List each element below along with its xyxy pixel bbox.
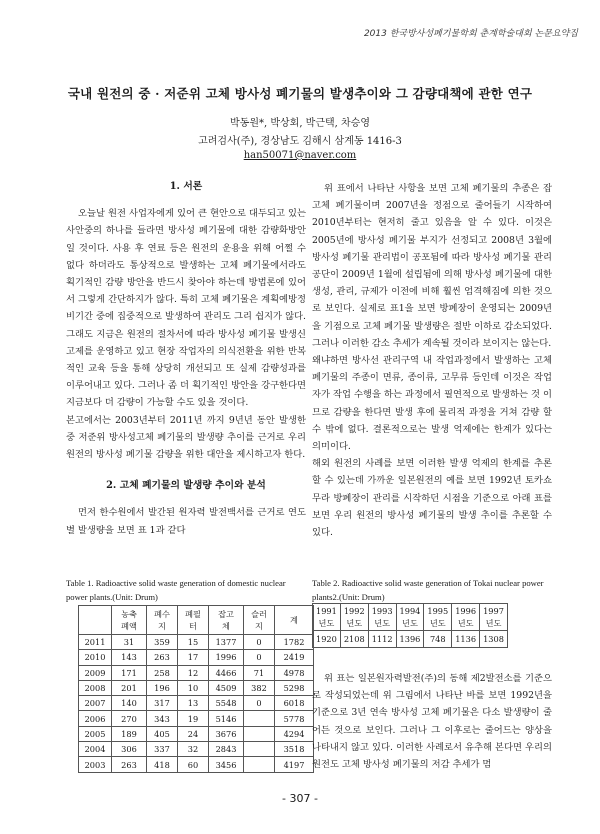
table1-cell: 10 bbox=[178, 680, 209, 695]
table1-cell: 5778 bbox=[275, 711, 314, 726]
table1-header-cell: 계 bbox=[275, 606, 314, 635]
table1-cell: 17 bbox=[178, 650, 209, 665]
table2-year-cell: 1991 년도 bbox=[313, 604, 341, 631]
table1-cell: 2010 bbox=[79, 650, 112, 665]
table1-header-cell: 폐필 터 bbox=[178, 606, 209, 635]
email-link[interactable]: han50071@naver.com bbox=[243, 150, 357, 161]
running-head: 2013 한국방사성폐기물학회 춘계학술대회 논문요약집 bbox=[363, 29, 578, 39]
table1-header-row bbox=[79, 606, 314, 635]
table1-cell: 4466 bbox=[209, 665, 244, 680]
table1-cell: 2419 bbox=[275, 650, 314, 665]
table2-value-cell: 1112 bbox=[368, 631, 396, 648]
table1-header-cell: 슬러 지 bbox=[244, 606, 275, 635]
table1-cell: 13 bbox=[178, 696, 209, 711]
table1-cell: 3456 bbox=[209, 757, 244, 772]
table1-cell: 1996 bbox=[209, 650, 244, 665]
table1-cell: 5146 bbox=[209, 711, 244, 726]
table1-cell: 4978 bbox=[275, 665, 314, 680]
right-paragraph-1: 위 표에서 나타난 사항을 보면 고체 폐기물의 추종은 잡 고체 폐기물이며 2007년을 정점으로 줄어들기 시작하여 2010년부터는 현저히 줄고 있음을 알 수 있다. 이것은 2005년에 방사성 폐기물 부지가 선정되고 2008년 3월에 방사성 폐기물 관리법이 공포됨에 따라 방사성 폐기물 관리공단이 2009년 1월에 설립됨에 의해 방사성 폐기물에 대한 생성, 관리, 규제가 이전에 비해 훨씬 엄격해짐에 의한 것으로 보인다. 실제로 표1을 보면 방폐장이 운영되는 2009년을 기점으로 고체 폐기물 발생량은 절반 이하로 감소되었다. 그러나 이러한 감소 추세가 계속될 것이라 보이지는 않는다. bbox=[312, 183, 552, 349]
intro-paragraph-2: 본고에서는 2003년부터 2011년 까지 9년년 동안 발생한 중 저준위 방사성고체 폐기물의 발생량 추이를 근거로 우리 원전의 방사성 폐기물 감량을 위한 대안을 제시하고자 한다. bbox=[66, 414, 306, 461]
table1-cell: 263 bbox=[112, 757, 147, 772]
table2-year-cell: 1992 년도 bbox=[340, 604, 368, 631]
table1-cell: 2843 bbox=[209, 742, 244, 757]
table1-cell: 15 bbox=[178, 635, 209, 650]
table1-cell: 4197 bbox=[275, 757, 314, 772]
table1-cell: 31 bbox=[112, 635, 147, 650]
intro-paragraph-1: 오늘날 원전 사업자에게 있어 큰 현안으로 대두되고 있는 사안중의 하나를 들라면 방사성 폐기물에 대한 감량화방안 일 것이다. 사용 후 연료 등은 원전의 운용을 위해 어쩔 수 없다 하더라도 통상적으로 발생하는 고체 폐기물에서라도 획기적인 감량 방안을 반드시 찾아야 하는데 방법론에 있어서 그렇게 간단하지가 않다. 특히 고체 폐기물은 계획예방정비기간 중에 집중적으로 발생하여 관리도 그리 쉽지가 않다. 그래도 지금은 원전의 절차서에 따라 방사성 폐기물 발생신고제를 운영하고 있고 현장 작업자의 의식전환을 위한 반복적인 교육 등을 통해 상당히 개선되고 또 실제 감량성과를 이루어내고 있다. 그러나 좀 더 획기적인 방안을 강구한다면 지금보다 더 감량이 가능할 수도 있을 것이다. bbox=[66, 208, 306, 409]
table2-year-cell: 1993 년도 bbox=[368, 604, 396, 631]
table2-value-cell: 1396 bbox=[396, 631, 424, 648]
trend-heading: 2. 고체 폐기물의 발생량 추이와 분석 bbox=[106, 480, 266, 492]
left-column bbox=[66, 178, 306, 539]
table1-cell: 201 bbox=[112, 680, 147, 695]
table2-year-cell: 1995 년도 bbox=[424, 604, 452, 631]
table1-cell: 343 bbox=[147, 711, 178, 726]
table1-cell: 4294 bbox=[275, 726, 314, 741]
table1-cell: 2011 bbox=[79, 635, 112, 650]
table2-value-cell: 1308 bbox=[480, 631, 508, 648]
table1-header-cell: 농축 폐액 bbox=[112, 606, 147, 635]
table1-cell: 2004 bbox=[79, 742, 112, 757]
table1-row bbox=[79, 726, 314, 741]
table1-cell: 2009 bbox=[79, 665, 112, 680]
table1-header-cell: 폐수 지 bbox=[147, 606, 178, 635]
table1-row bbox=[79, 650, 314, 665]
table1-cell: 317 bbox=[147, 696, 178, 711]
table1-header-cell bbox=[79, 606, 112, 635]
table1-cell: 19 bbox=[178, 711, 209, 726]
table1 bbox=[78, 605, 314, 773]
table1-cell: 0 bbox=[244, 696, 275, 711]
table1-cell bbox=[244, 711, 275, 726]
intro-heading: 1. 서론 bbox=[169, 181, 203, 192]
table2-year-cell: 1996 년도 bbox=[452, 604, 480, 631]
table1-cell: 5298 bbox=[275, 680, 314, 695]
table1-cell: 270 bbox=[112, 711, 147, 726]
table2-value-cell: 1920 bbox=[313, 631, 341, 648]
right-column bbox=[312, 180, 552, 541]
table1-cell: 5548 bbox=[209, 696, 244, 711]
table1-cell: 258 bbox=[147, 665, 178, 680]
table1-cell: 4509 bbox=[209, 680, 244, 695]
page-number: - 307 - bbox=[282, 792, 318, 805]
table2-value-cell: 1136 bbox=[452, 631, 480, 648]
right-paragraph-3: 해외 원전의 사례를 보면 이러한 발생 억제의 한계를 추론 할 수 있는데 가까운 일본원전의 예를 보면 1992년 토카쇼무라 방폐장이 관리를 시작하던 시점을 기준으로 아래 표를 보면 우리 원전의 방사성 폐기물의 발생 추이를 추론할 수 있다. bbox=[312, 458, 552, 539]
table2-caption: Table 2. Radioactive solid waste generation of Tokai nuclear power plants2.(Unit: Drum) bbox=[312, 578, 544, 602]
table1-cell: 12 bbox=[178, 665, 209, 680]
table1-cell: 196 bbox=[147, 680, 178, 695]
affiliation: 고려검사(주), 경상남도 김해시 삼계동 1416-3 bbox=[198, 136, 402, 147]
table1-cell: 418 bbox=[147, 757, 178, 772]
paper-title: 국내 원전의 중 · 저준위 고체 방사성 폐기물의 발생추이와 그 감량대책에 관한 연구 bbox=[67, 86, 533, 101]
table2 bbox=[312, 603, 508, 648]
table1-cell: 1377 bbox=[209, 635, 244, 650]
table1-cell: 2007 bbox=[79, 696, 112, 711]
table1-cell: 0 bbox=[244, 635, 275, 650]
table1-header-cell: 잡고 체 bbox=[209, 606, 244, 635]
table1-cell: 171 bbox=[112, 665, 147, 680]
table1-cell bbox=[244, 757, 275, 772]
table1-cell: 24 bbox=[178, 726, 209, 741]
table1-cell: 60 bbox=[178, 757, 209, 772]
table1-cell: 6018 bbox=[275, 696, 314, 711]
table1-row bbox=[79, 696, 314, 711]
table1-cell bbox=[244, 726, 275, 741]
table2-year-cell: 1994 년도 bbox=[396, 604, 424, 631]
right-column-bottom bbox=[312, 670, 552, 773]
table1-cell: 2003 bbox=[79, 757, 112, 772]
table1-cell: 3518 bbox=[275, 742, 314, 757]
table1-cell: 405 bbox=[147, 726, 178, 741]
table2-value-row bbox=[313, 631, 508, 648]
table1-cell: 140 bbox=[112, 696, 147, 711]
table1-cell: 382 bbox=[244, 680, 275, 695]
right-paragraph-2: 왜냐하면 방사선 관리구역 내 작업과정에서 발생하는 고체 폐기물의 주종이 면류, 종이류, 고무류 등인데 이것은 작업자가 작업 수행을 하는 과정에서 필연적으로 발생하는 것 이므로 감량을 한다면 발생 후에 물리적 과정을 거쳐 감량 할 수 밖에 없다. 결론적으로는 발생 억제에는 한계가 있다는 의미이다. bbox=[312, 355, 552, 453]
table1-row bbox=[79, 711, 314, 726]
table1-cell: 189 bbox=[112, 726, 147, 741]
table1-cell: 0 bbox=[244, 650, 275, 665]
table1-cell: 306 bbox=[112, 742, 147, 757]
table1-cell: 143 bbox=[112, 650, 147, 665]
table1-cell: 71 bbox=[244, 665, 275, 680]
table1-cell: 2006 bbox=[79, 711, 112, 726]
table1-caption: Table 1. Radioactive solid waste generation of domestic nuclear power plants.(Unit: Drum) bbox=[66, 578, 286, 602]
table1-cell: 337 bbox=[147, 742, 178, 757]
table1-cell: 1782 bbox=[275, 635, 314, 650]
table1-cell: 2008 bbox=[79, 680, 112, 695]
table2-year-row bbox=[313, 604, 508, 631]
table1-cell bbox=[244, 742, 275, 757]
table1-cell: 2005 bbox=[79, 726, 112, 741]
authors: 박동원*, 박상회, 박근택, 차승영 bbox=[230, 118, 370, 129]
table1-row bbox=[79, 635, 314, 650]
table2-value-cell: 748 bbox=[424, 631, 452, 648]
right-paragraph-4: 위 표는 일본원자력발전(주)의 동해 제2발전소를 기준으로 작성되었는데 위 그림에서 나타난 바를 보면 1992년을 기준으로 3년 연속 방사성 고체 폐기물은 다소 발생량이 줄어든 것으로 보인다. 그러나 그 이후로는 줄어드는 양상을 나타내지 않고 있다. 이러한 사례로서 유추해 본다면 우리의 원전도 고체 방사성 폐기물의 저감 추세가 멈 bbox=[312, 673, 552, 771]
trend-paragraph-1: 먼저 한수원에서 발간된 원자력 발전백서를 근거로 연도별 발생량을 보면 표 1과 같다 bbox=[66, 507, 306, 536]
table2-year-cell: 1997 년도 bbox=[480, 604, 508, 631]
table1-cell: 359 bbox=[147, 635, 178, 650]
table1-cell: 3676 bbox=[209, 726, 244, 741]
table2-value-cell: 2108 bbox=[340, 631, 368, 648]
table1-row bbox=[79, 680, 314, 695]
table1-row bbox=[79, 757, 314, 772]
table1-cell: 32 bbox=[178, 742, 209, 757]
table1-row bbox=[79, 742, 314, 757]
table1-row bbox=[79, 665, 314, 680]
table1-cell: 263 bbox=[147, 650, 178, 665]
